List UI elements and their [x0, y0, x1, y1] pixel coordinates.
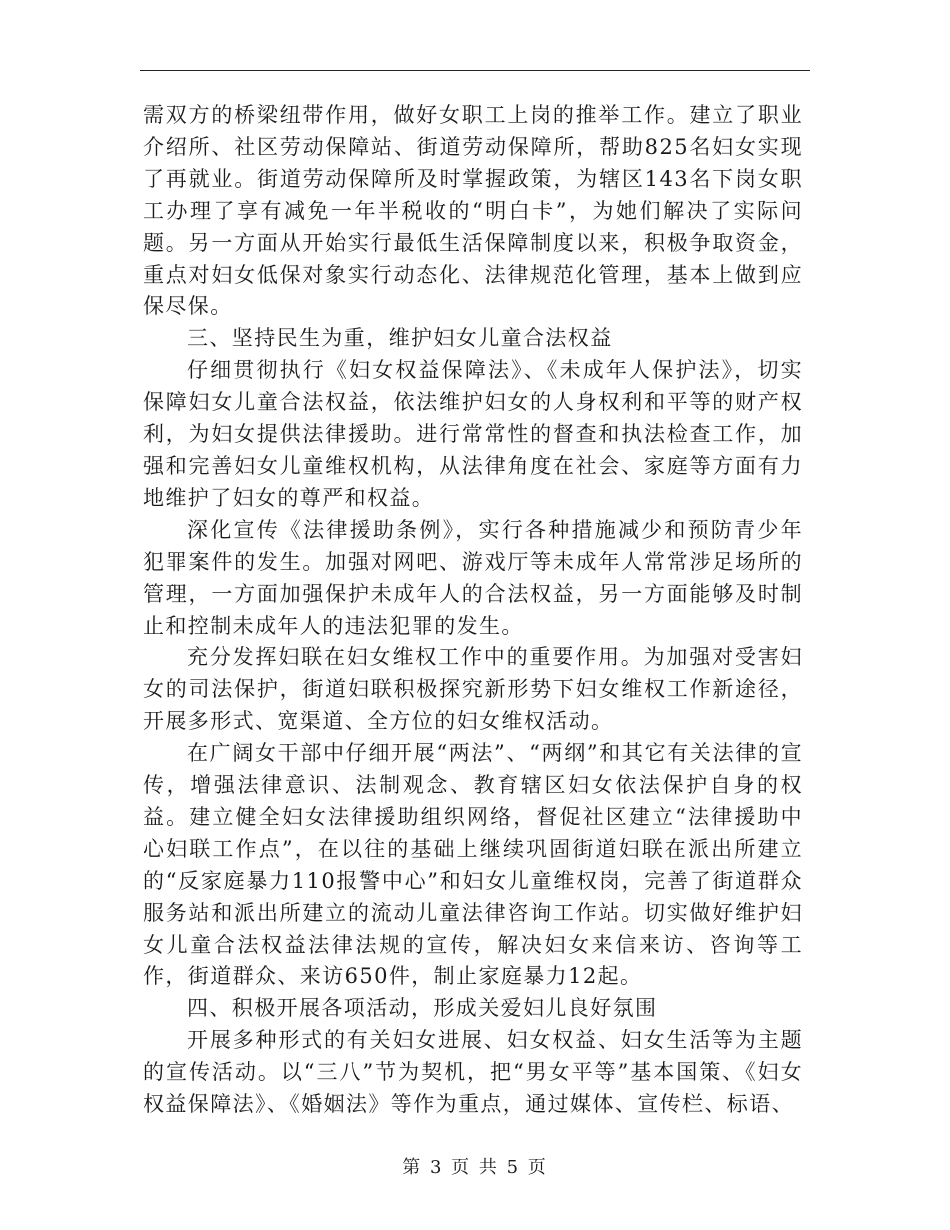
paragraph-publicity-activities: 开展多种形式的有关妇女进展、妇女权益、妇女生活等为主题的宣传活动。以“三八”节为契机，把“男女平等”基本国策、《妇女权益保障法》、《婚姻法》等作为重点，通过媒体、宣传栏、标语、 [143, 1028, 803, 1117]
paragraph-legal-aid-publicity: 深化宣传《法律援助条例》，实行各种措施减少和预防青少年犯罪案件的发生。加强对网吧、游戏厅等未成年人常常涉足场所的管理，一方面加强保护未成年人的合法权益，另一方面能够及时制止和控制未成年人的违法犯罪的发生。 [143, 517, 803, 638]
header-rule [140, 70, 810, 71]
section-heading-4: 四、积极开展各项活动，形成关爱妇儿良好氛围 [187, 996, 658, 1021]
paragraph-legal-education: 在广阔女干部中仔细开展“两法”、“两纲”和其它有关法律的宣传，增强法律意识、法制观念、教育辖区妇女依法保护自身的权益。建立健全妇女法律援助组织网络，督促社区建立“法律援助中心妇联工作点”，在以往的基础上继续巩固街道妇联在派出所建立的“反家庭暴力110报警中心”和妇女儿童维权岗，完善了街道群众服务站和派出所建立的流动儿童法律咨询工作站。切实做好维护妇女儿童合法权益法律法规的宣传，解决妇女来信来访、咨询等工作，街道群众、来访650件，制止家庭暴力12起。 [143, 741, 803, 989]
paragraph-womens-federation-role: 充分发挥妇联在妇女维权工作中的重要作用。为加强对受害妇女的司法保护，街道妇联积极探究新形势下妇女维权工作新途径，开展多形式、宽渠道、全方位的妇女维权活动。 [143, 645, 803, 734]
page-number-footer: 第 3 页 共 5 页 [402, 1157, 548, 1178]
paragraph-law-enforcement: 仔细贯彻执行《妇女权益保障法》、《未成年人保护法》，切实保障妇女儿童合法权益，依法维护妇女的人身权利和平等的财产权利，为妇女提供法律援助。进行常常性的督查和执法检查工作，加强和完善妇女儿童维权机构，从法律角度在社会、家庭等方面有力地维护了妇女的尊严和权益。 [143, 358, 803, 510]
paragraph-continuation: 需双方的桥梁纽带作用，做好女职工上岗的推举工作。建立了职业介绍所、社区劳动保障站、街道劳动保障所，帮助825名妇女实现了再就业。街道劳动保障所及时掌握政策，为辖区143名下岗女职工办理了享有减免一年半税收的“明白卡”，为她们解决了实际问题。另一方面从开始实行最低生活保障制度以来，积极争取资金，重点对妇女低保对象实行动态化、法律规范化管理，基本上做到应保尽保。 [143, 103, 803, 319]
section-heading-3: 三、坚持民生为重，维护妇女儿童合法权益 [187, 326, 613, 351]
document-body [143, 100, 803, 1121]
